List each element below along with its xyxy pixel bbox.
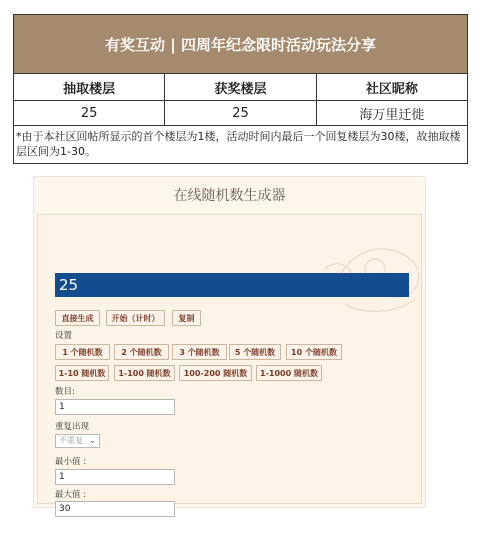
max-label: 最大值 :: [55, 490, 87, 500]
preset-3-numbers-button[interactable]: 3 个随机数: [172, 344, 227, 360]
table-header-row: [14, 74, 467, 101]
preset-1-number-button[interactable]: 1 个随机数: [55, 344, 110, 360]
preset-2-numbers-button[interactable]: 2 个随机数: [114, 344, 169, 360]
count-input[interactable]: 1: [55, 399, 175, 415]
preset-range-100-200-button[interactable]: 100-200 随机数: [179, 365, 252, 381]
generator-panel: [37, 214, 422, 514]
preset-10-numbers-button[interactable]: 10 个随机数: [286, 344, 342, 360]
preset-5-numbers-button[interactable]: 5 个随机数: [229, 344, 281, 360]
repeat-label: 重复出现: [55, 422, 90, 432]
draw-floor-value: 25: [14, 101, 165, 125]
start-timed-button[interactable]: 开始（计时）: [106, 310, 165, 326]
settings-label: 设置: [55, 331, 73, 341]
winning-floor-value: 25: [165, 101, 316, 125]
random-result-display: 25: [55, 273, 409, 297]
preset-range-1-100-button[interactable]: 1-100 随机数: [114, 365, 175, 381]
preset-range-1-10-button[interactable]: 1-10 随机数: [55, 365, 109, 381]
max-value-input[interactable]: 30: [55, 501, 175, 517]
copy-button[interactable]: 复制: [172, 310, 201, 326]
generator-title: 在线随机数生成器: [173, 188, 286, 204]
min-label: 最小值 :: [55, 457, 87, 467]
repeat-select[interactable]: [55, 434, 100, 448]
chevron-down-icon: ⌄: [89, 436, 96, 445]
nickname-value: 海万里迁徙: [359, 107, 425, 123]
count-label: 数目:: [55, 387, 75, 397]
repeat-selected-value: 不重复: [59, 436, 83, 445]
table-title: 有奖互动 | 四周年纪念限时活动玩法分享: [14, 15, 467, 74]
table-row: [14, 101, 467, 126]
table-note: *由于本社区回帖所显示的首个楼层为1楼，活动时间内最后一个回复楼层为30楼，故抽取楼层区间为1-30。: [16, 130, 461, 158]
min-value-input[interactable]: 1: [55, 469, 175, 485]
preset-range-1-1000-button[interactable]: 1-1000 随机数: [256, 365, 322, 381]
header-winning-floor: 获奖楼层: [165, 74, 316, 100]
header-draw-floor: 抽取楼层: [14, 74, 165, 100]
activity-info-table: [13, 14, 468, 164]
header-nickname: 社区昵称: [365, 81, 418, 97]
random-number-generator: [33, 176, 426, 514]
generate-button[interactable]: 直接生成: [55, 310, 100, 326]
